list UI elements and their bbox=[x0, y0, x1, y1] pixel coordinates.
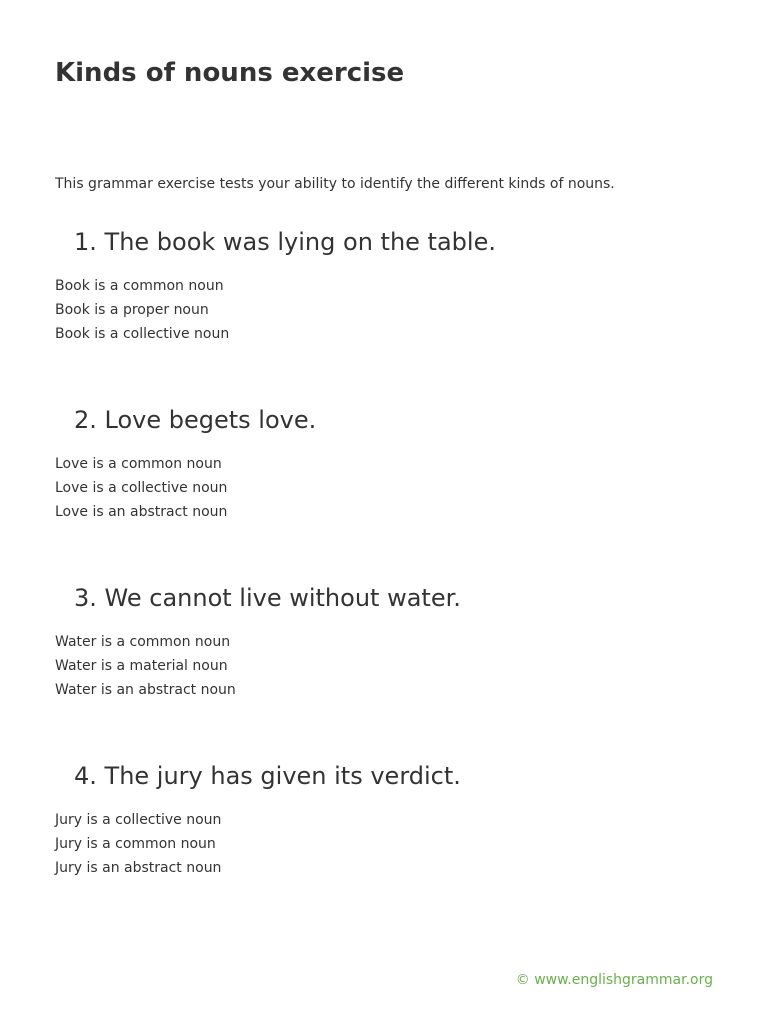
question-3 bbox=[55, 582, 715, 698]
answer-option[interactable]: Love is an abstract noun bbox=[55, 504, 228, 520]
answer-option[interactable]: Book is a collective noun bbox=[55, 326, 230, 342]
answer-option[interactable]: Jury is a collective noun bbox=[55, 812, 222, 828]
page-title: Kinds of nouns exercise bbox=[55, 58, 405, 88]
footer-copyright-link[interactable]: © www.englishgrammar.org bbox=[515, 972, 713, 988]
answer-options bbox=[55, 452, 227, 524]
answer-option[interactable]: Book is a common noun bbox=[55, 278, 224, 294]
question-title: 1. The book was lying on the table. bbox=[74, 228, 496, 256]
question-title: 3. We cannot live without water. bbox=[74, 584, 461, 612]
answer-option[interactable]: Jury is an abstract noun bbox=[55, 860, 222, 876]
answer-option[interactable]: Water is a common noun bbox=[55, 634, 231, 650]
answer-option[interactable]: Jury is a common noun bbox=[55, 836, 216, 852]
answer-option[interactable]: Book is a proper noun bbox=[55, 302, 209, 318]
answer-option[interactable]: Love is a collective noun bbox=[55, 480, 228, 496]
question-title: 2. Love begets love. bbox=[74, 406, 317, 434]
intro-text: This grammar exercise tests your ability to identify the different kinds of nouns. bbox=[55, 176, 615, 192]
answer-options bbox=[55, 808, 221, 880]
question-1 bbox=[55, 226, 715, 342]
question-2 bbox=[55, 404, 715, 520]
answer-option[interactable]: Water is an abstract noun bbox=[55, 682, 236, 698]
answer-options bbox=[55, 630, 236, 702]
answer-option[interactable]: Water is a material noun bbox=[55, 658, 228, 674]
answer-option[interactable]: Love is a common noun bbox=[55, 456, 222, 472]
question-4 bbox=[55, 760, 715, 876]
answer-options bbox=[55, 274, 229, 346]
question-title: 4. The jury has given its verdict. bbox=[74, 762, 461, 790]
